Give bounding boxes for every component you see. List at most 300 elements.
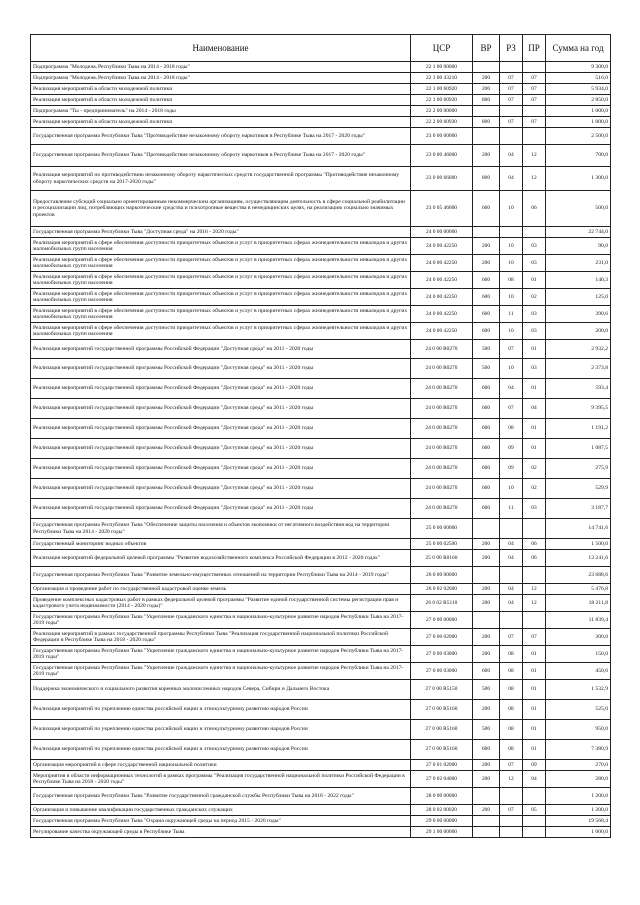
- row-sum: 231,0: [546, 255, 611, 272]
- row-csr: 24 0 00 R0270: [411, 439, 473, 459]
- row-sum: 14 741,6: [546, 519, 611, 539]
- row-sum: 22 744,0: [546, 227, 611, 238]
- row-vr: [473, 519, 500, 539]
- row-vr: [473, 227, 500, 238]
- row-csr: 27 0 01 02000: [411, 760, 473, 771]
- row-rz: 10: [500, 359, 523, 379]
- row-vr: 600: [473, 439, 500, 459]
- row-pr: [523, 519, 546, 539]
- row-sum: 200,0: [546, 323, 611, 340]
- row-vr: 200: [473, 629, 500, 646]
- table-row: [31, 459, 611, 479]
- row-name: Государственная программа Республики Тыва "Охрана окружающей среды на период 2015 - 2020 годы": [31, 816, 411, 827]
- row-vr: 500: [473, 359, 500, 379]
- row-rz: 08: [500, 419, 523, 439]
- row-name: Реализация мероприятий в области молодежной политики: [31, 84, 411, 95]
- row-sum: 9 300,0: [546, 62, 611, 73]
- row-csr: 24 0 00 42250: [411, 306, 473, 323]
- table-row: [31, 539, 611, 550]
- row-sum: 19 568,4: [546, 816, 611, 827]
- row-pr: 02: [523, 459, 546, 479]
- table-row: [31, 805, 611, 816]
- row-csr: 24 0 00 R0270: [411, 399, 473, 419]
- row-pr: 02: [523, 479, 546, 499]
- row-sum: 5 476,8: [546, 584, 611, 595]
- row-name: Реализация мероприятий в сфере обеспечения доступности приоритетных объектов и услуг в приоритетных сферах жизнедеятельности инвалидов и других маломобильных групп населения: [31, 306, 411, 323]
- row-sum: 1 191,2: [546, 419, 611, 439]
- row-pr: 05: [523, 805, 546, 816]
- row-pr: 12: [523, 584, 546, 595]
- row-rz: 10: [500, 289, 523, 306]
- row-rz: 04: [500, 595, 523, 612]
- row-sum: 11 839,4: [546, 612, 611, 629]
- row-pr: 01: [523, 740, 546, 760]
- row-name: Реализация мероприятий государственной программы Российской Федерации "Доступная среда" на 2011 - 2020 годы: [31, 419, 411, 439]
- row-csr: 22 2 00 60930: [411, 117, 473, 128]
- table-header: [31, 35, 611, 62]
- row-name: Государственная программа Республики Тыва "Доступная среда" на 2016 - 2020 годы": [31, 227, 411, 238]
- row-vr: 800: [473, 95, 500, 106]
- row-name: Реализация мероприятий федеральной целевой программы "Развитие водохозяйственного комплекса Российской Федерации в 2012 - 2020 годах": [31, 550, 411, 567]
- row-pr: 01: [523, 700, 546, 720]
- table-row: [31, 700, 611, 720]
- row-pr: 07: [523, 73, 546, 84]
- row-csr: 26 0 02 R5110: [411, 595, 473, 612]
- row-csr: 24 0 00 R0270: [411, 459, 473, 479]
- row-vr: 200: [473, 84, 500, 95]
- table-row: [31, 84, 611, 95]
- row-pr: [523, 612, 546, 629]
- row-pr: 07: [523, 117, 546, 128]
- row-name: Подпрограмма "Молодежь Республики Тыва на 2014 - 2018 годы": [31, 62, 411, 73]
- table-row: [31, 106, 611, 117]
- row-name: Реализация мероприятий по укреплению единства российской нации и этнокультурному развитию народов России: [31, 720, 411, 740]
- row-csr: 24 0 00 R0270: [411, 340, 473, 359]
- row-pr: [523, 567, 546, 584]
- table-row: [31, 255, 611, 272]
- row-sum: 18 211,8: [546, 595, 611, 612]
- row-rz: [500, 612, 523, 629]
- row-rz: 04: [500, 379, 523, 399]
- table-row: [31, 419, 611, 439]
- row-vr: [473, 567, 500, 584]
- row-csr: 29 1 00 00000: [411, 827, 473, 838]
- row-name: Реализация мероприятий в сфере обеспечения доступности приоритетных объектов и услуг в приоритетных сферах жизнедеятельности инвалидов и других маломобильных групп населения: [31, 255, 411, 272]
- row-pr: 01: [523, 419, 546, 439]
- row-name: Реализация мероприятий в сфере обеспечения доступности приоритетных объектов и услуг в приоритетных сферах жизнедеятельности инвалидов и других маломобильных групп населения: [31, 323, 411, 340]
- row-pr: 03: [523, 306, 546, 323]
- table-row: [31, 740, 611, 760]
- row-name: Реализация мероприятий государственной программы Российской Федерации "Доступная среда" на 2011 - 2020 годы: [31, 439, 411, 459]
- row-csr: 22 1 00 60920: [411, 95, 473, 106]
- row-csr: 24 0 00 R0270: [411, 379, 473, 399]
- row-vr: 500: [473, 720, 500, 740]
- row-sum: 390,6: [546, 306, 611, 323]
- row-sum: 23 688,6: [546, 567, 611, 584]
- row-vr: 600: [473, 272, 500, 289]
- row-rz: 07: [500, 760, 523, 771]
- row-pr: 01: [523, 663, 546, 680]
- row-name: Государственный мониторинг водных объектов: [31, 539, 411, 550]
- row-rz: 08: [500, 272, 523, 289]
- budget-table: [30, 34, 611, 838]
- row-csr: 26 0 00 00000: [411, 567, 473, 584]
- row-name: Государственная программа Республики Тыва "Обеспечение защиты населения и объектов экономики от негативного воздействия вод на территории Республики Тыва на 2014 - 2020 годы": [31, 519, 411, 539]
- row-rz: 08: [500, 700, 523, 720]
- row-sum: 3 187,7: [546, 499, 611, 519]
- row-vr: 200: [473, 238, 500, 255]
- row-sum: 275,9: [546, 459, 611, 479]
- header-rz: РЗ: [500, 35, 523, 62]
- row-csr: 26 0 02 02600: [411, 584, 473, 595]
- row-pr: 01: [523, 379, 546, 399]
- row-name: Проведение комплексных кадастровых работ в рамках федеральной целевой программы "Развитие единой государственной системы регистрации прав и кадастрового учета недвижимости (2014 - 2020 годы)": [31, 595, 411, 612]
- table-row: [31, 816, 611, 827]
- row-rz: 11: [500, 306, 523, 323]
- table-row: [31, 595, 611, 612]
- row-pr: 12: [523, 595, 546, 612]
- table-row: [31, 289, 611, 306]
- row-rz: 08: [500, 680, 523, 700]
- row-pr: 12: [523, 145, 546, 167]
- row-sum: 516,0: [546, 73, 611, 84]
- row-sum: 2 850,0: [546, 95, 611, 106]
- row-name: Организация и проведение работ по государственной кадастровой оценке земель: [31, 584, 411, 595]
- row-sum: 7 380,9: [546, 740, 611, 760]
- row-pr: [523, 106, 546, 117]
- table-row: [31, 788, 611, 805]
- row-name: Реализация мероприятий государственной программы Российской Федерации "Доступная среда" на 2011 - 2020 годы: [31, 359, 411, 379]
- row-name: Государственная программа Республики Тыва "Укрепление гражданского единства и национально-культурное развитие народов Республики Тыва на 2017-2019 годы": [31, 663, 411, 680]
- row-sum: 1 200,0: [546, 788, 611, 805]
- row-csr: 24 0 00 42250: [411, 323, 473, 340]
- table-row: [31, 128, 611, 145]
- row-pr: 09: [523, 760, 546, 771]
- row-csr: 22 1 00 00000: [411, 62, 473, 73]
- row-rz: 07: [500, 629, 523, 646]
- row-vr: 200: [473, 595, 500, 612]
- row-csr: 24 0 00 42250: [411, 255, 473, 272]
- table-row: [31, 646, 611, 663]
- row-name: Государственная программа Республики Тыва "Укрепление гражданского единства и национально-культурное развитие народов Республики Тыва на 2017-2019 годы": [31, 646, 411, 663]
- row-name: Реализация мероприятий в области молодежной политики: [31, 95, 411, 106]
- table-body: [31, 62, 611, 838]
- row-name: Государственная программа Республики Тыва "Противодействие незаконному обороту наркотиков в Республике Тыва на 2017 - 2020 годы": [31, 128, 411, 145]
- table-row: [31, 584, 611, 595]
- row-pr: 03: [523, 499, 546, 519]
- row-csr: 27 0 02 04000: [411, 771, 473, 788]
- row-pr: 06: [523, 539, 546, 550]
- row-vr: [473, 612, 500, 629]
- row-rz: 09: [500, 439, 523, 459]
- row-pr: 01: [523, 272, 546, 289]
- row-name: Реализация мероприятий государственной программы Российской Федерации "Доступная среда" на 2011 - 2020 годы: [31, 379, 411, 399]
- row-sum: 140,3: [546, 272, 611, 289]
- row-csr: 28 0 02 00020: [411, 805, 473, 816]
- row-sum: 270,0: [546, 760, 611, 771]
- table-row: [31, 663, 611, 680]
- table-row: [31, 227, 611, 238]
- row-sum: 950,0: [546, 720, 611, 740]
- row-csr: 27 0 00 02000: [411, 629, 473, 646]
- row-vr: 800: [473, 167, 500, 191]
- row-vr: 800: [473, 117, 500, 128]
- table-row: [31, 73, 611, 84]
- row-name: Реализация мероприятий в области молодежной политики: [31, 117, 411, 128]
- row-sum: 593,4: [546, 379, 611, 399]
- row-name: Реализация мероприятий государственной программы Российской Федерации "Доступная среда" на 2011 - 2020 годы: [31, 479, 411, 499]
- row-csr: 24 0 00 R0270: [411, 359, 473, 379]
- row-pr: 01: [523, 340, 546, 359]
- row-pr: 04: [523, 399, 546, 419]
- table-row: [31, 550, 611, 567]
- row-vr: 500: [473, 340, 500, 359]
- table-row: [31, 680, 611, 700]
- row-rz: 04: [500, 550, 523, 567]
- row-rz: [500, 567, 523, 584]
- row-vr: 200: [473, 700, 500, 720]
- row-name: Реализация мероприятий государственной программы Российской Федерации "Доступная среда" на 2011 - 2020 годы: [31, 399, 411, 419]
- row-vr: 600: [473, 459, 500, 479]
- row-name: Предоставление субсидий социально ориентированным некоммерческим организациям, осуществляющим деятельность в сфере социальной реабилитации и ресоциализации лиц, потребляющих наркотические средства и психотропные вещества в немедицинских целях, на реализацию социально значимых проектов: [31, 191, 411, 227]
- row-vr: 600: [473, 191, 500, 227]
- table-row: [31, 612, 611, 629]
- row-sum: 2 932,2: [546, 340, 611, 359]
- row-name: Реализация мероприятий по укреплению единства российской нации и этнокультурному развитию народов России: [31, 740, 411, 760]
- row-rz: 07: [500, 73, 523, 84]
- row-rz: [500, 816, 523, 827]
- row-vr: 600: [473, 740, 500, 760]
- row-sum: 300,0: [546, 629, 611, 646]
- row-rz: [500, 62, 523, 73]
- row-vr: [473, 128, 500, 145]
- table-row: [31, 323, 611, 340]
- table-row: [31, 145, 611, 167]
- row-vr: 200: [473, 584, 500, 595]
- row-rz: [500, 827, 523, 838]
- row-vr: 600: [473, 479, 500, 499]
- table-row: [31, 167, 611, 191]
- row-csr: 24 0 00 42250: [411, 238, 473, 255]
- table-row: [31, 760, 611, 771]
- row-rz: 10: [500, 255, 523, 272]
- row-vr: [473, 788, 500, 805]
- row-vr: [473, 816, 500, 827]
- row-vr: 600: [473, 379, 500, 399]
- row-name: Организация мероприятий в сфере государственной национальной политики: [31, 760, 411, 771]
- row-csr: 25 0 00 02500: [411, 539, 473, 550]
- row-pr: 07: [523, 629, 546, 646]
- header-csr: ЦСР: [411, 35, 473, 62]
- table-row: [31, 771, 611, 788]
- row-csr: 25 0 00 R0160: [411, 550, 473, 567]
- table-row: [31, 519, 611, 539]
- row-rz: 12: [500, 771, 523, 788]
- row-rz: [500, 128, 523, 145]
- row-name: Поддержка экономического и социального развития коренных малочисленных народов Севера, Сибири и Дальнего Востока: [31, 680, 411, 700]
- header-sum: Сумма на год: [546, 35, 611, 62]
- row-pr: [523, 816, 546, 827]
- row-name: Реализация мероприятий в сфере обеспечения доступности приоритетных объектов и услуг в приоритетных сферах жизнедеятельности инвалидов и других маломобильных групп населения: [31, 289, 411, 306]
- row-sum: 450,6: [546, 663, 611, 680]
- row-name: Государственная программа Республики Тыва "Развитие земельно-имущественных отношений на территории Республики Тыва на 2014 - 2019 годы": [31, 567, 411, 584]
- table-row: [31, 379, 611, 399]
- row-pr: 03: [523, 255, 546, 272]
- row-name: Мероприятия в области информационных технологий в рамках программы "Реализация государственной национальной политики Российской Федерации в Республике Тыва на 2018 - 2020 годы": [31, 771, 411, 788]
- row-csr: 24 0 00 R0270: [411, 419, 473, 439]
- row-vr: 600: [473, 499, 500, 519]
- row-name: Реализация мероприятий в сфере обеспечения доступности приоритетных объектов и услуг в приоритетных сферах жизнедеятельности инвалидов и других маломобильных групп населения: [31, 238, 411, 255]
- table-row: [31, 306, 611, 323]
- row-rz: 04: [500, 539, 523, 550]
- table-row: [31, 117, 611, 128]
- header-name: Наименование: [31, 35, 411, 62]
- table-row: [31, 359, 611, 379]
- row-name: Подпрограмма "Ты - предприниматель" на 2014 - 2018 годы: [31, 106, 411, 117]
- row-csr: 22 1 00 43210: [411, 73, 473, 84]
- row-csr: 24 0 00 42250: [411, 272, 473, 289]
- row-csr: 27 0 00 R5160: [411, 720, 473, 740]
- row-csr: 23 0 05 46000: [411, 191, 473, 227]
- row-vr: [473, 106, 500, 117]
- row-csr: 23 0 00 66000: [411, 167, 473, 191]
- row-sum: 1 500,0: [546, 539, 611, 550]
- row-name: Реализация мероприятий государственной программы Российской Федерации "Доступная среда" на 2011 - 2020 годы: [31, 459, 411, 479]
- row-sum: 1 300,0: [546, 167, 611, 191]
- row-name: Государственная программа Республики Тыва "Укрепление гражданского единства и национально-культурное развитие народов Республики Тыва на 2017-2019 годы": [31, 612, 411, 629]
- row-vr: 500: [473, 680, 500, 700]
- budget-table-sheet: [30, 34, 610, 838]
- row-pr: 01: [523, 439, 546, 459]
- row-name: Реализация мероприятий государственной программы Российской Федерации "Доступная среда" на 2011 - 2020 годы: [31, 499, 411, 519]
- header-pr: ПР: [523, 35, 546, 62]
- row-vr: 200: [473, 646, 500, 663]
- row-vr: 600: [473, 323, 500, 340]
- row-rz: [500, 519, 523, 539]
- row-rz: 10: [500, 191, 523, 227]
- row-name: Государственная программа Республики Тыва "Противодействие незаконному обороту наркотиков в Республике Тыва на 2017 - 2020 годы": [31, 145, 411, 167]
- row-vr: [473, 62, 500, 73]
- row-name: Реализация мероприятий в сфере обеспечения доступности приоритетных объектов и услуг в приоритетных сферах жизнедеятельности инвалидов и других маломобильных групп населения: [31, 272, 411, 289]
- row-vr: 200: [473, 550, 500, 567]
- row-pr: 07: [523, 84, 546, 95]
- row-pr: 07: [523, 95, 546, 106]
- row-vr: 200: [473, 760, 500, 771]
- row-sum: 700,0: [546, 145, 611, 167]
- row-sum: 90,0: [546, 238, 611, 255]
- table-row: [31, 62, 611, 73]
- row-rz: 07: [500, 84, 523, 95]
- row-csr: 27 0 00 00000: [411, 612, 473, 629]
- row-sum: 500,0: [546, 191, 611, 227]
- row-name: Реализация мероприятий по укреплению единства российской нации и этнокультурному развитию народов России: [31, 700, 411, 720]
- row-pr: 03: [523, 359, 546, 379]
- table-row: [31, 340, 611, 359]
- row-rz: 04: [500, 145, 523, 167]
- row-name: Реализация мероприятий государственной программы Российской Федерации "Доступная среда" на 2011 - 2020 годы: [31, 340, 411, 359]
- table-row: [31, 272, 611, 289]
- row-pr: 03: [523, 238, 546, 255]
- row-pr: [523, 227, 546, 238]
- row-rz: 10: [500, 479, 523, 499]
- row-csr: 27 0 00 R5160: [411, 740, 473, 760]
- table-row: [31, 479, 611, 499]
- row-pr: [523, 128, 546, 145]
- row-rz: 09: [500, 459, 523, 479]
- row-vr: 600: [473, 399, 500, 419]
- row-vr: 200: [473, 145, 500, 167]
- row-rz: 07: [500, 805, 523, 816]
- row-csr: 27 0 00 R5150: [411, 680, 473, 700]
- row-rz: [500, 227, 523, 238]
- row-rz: 08: [500, 740, 523, 760]
- row-vr: 200: [473, 771, 500, 788]
- row-csr: 25 0 00 00000: [411, 519, 473, 539]
- row-sum: 1 087,5: [546, 439, 611, 459]
- table-row: [31, 399, 611, 419]
- row-vr: [473, 827, 500, 838]
- row-sum: 13 241,6: [546, 550, 611, 567]
- row-sum: 1 000,0: [546, 827, 611, 838]
- row-rz: 08: [500, 646, 523, 663]
- row-sum: 529,9: [546, 479, 611, 499]
- row-name: Подпрограмма "Молодежь Республики Тыва на 2014 - 2018 годы": [31, 73, 411, 84]
- row-csr: 27 0 00 R5160: [411, 700, 473, 720]
- row-rz: [500, 788, 523, 805]
- row-pr: 01: [523, 646, 546, 663]
- row-sum: 1 532,9: [546, 680, 611, 700]
- row-pr: 02: [523, 289, 546, 306]
- row-csr: 23 0 00 46000: [411, 145, 473, 167]
- row-vr: 200: [473, 73, 500, 84]
- table-row: [31, 191, 611, 227]
- row-rz: 08: [500, 720, 523, 740]
- row-sum: 1 200,0: [546, 805, 611, 816]
- row-vr: 200: [473, 805, 500, 816]
- row-rz: 07: [500, 95, 523, 106]
- row-csr: 24 0 00 R0270: [411, 499, 473, 519]
- row-vr: 200: [473, 539, 500, 550]
- table-row: [31, 567, 611, 584]
- row-csr: 24 0 00 R0270: [411, 479, 473, 499]
- row-pr: 01: [523, 680, 546, 700]
- row-sum: 125,0: [546, 289, 611, 306]
- row-rz: 07: [500, 399, 523, 419]
- row-csr: 27 0 00 03000: [411, 646, 473, 663]
- row-vr: 600: [473, 289, 500, 306]
- table-row: [31, 629, 611, 646]
- row-vr: 600: [473, 306, 500, 323]
- row-csr: 23 0 00 00000: [411, 128, 473, 145]
- row-sum: 1 000,0: [546, 117, 611, 128]
- row-pr: 01: [523, 720, 546, 740]
- row-csr: 22 2 00 00000: [411, 106, 473, 117]
- row-rz: 08: [500, 663, 523, 680]
- row-pr: [523, 788, 546, 805]
- row-csr: 24 0 00 00000: [411, 227, 473, 238]
- row-sum: 280,0: [546, 771, 611, 788]
- row-name: Реализация мероприятий по противодействию незаконному обороту наркотических средств государственной программы "Противодействие незаконному обороту наркотических средств на 2017-2020 годы": [31, 167, 411, 191]
- row-pr: 06: [523, 550, 546, 567]
- row-rz: 11: [500, 499, 523, 519]
- row-pr: 06: [523, 191, 546, 227]
- row-sum: 525,0: [546, 700, 611, 720]
- row-name: Регулирование качества окружающей среды в Республике Тыва: [31, 827, 411, 838]
- row-csr: 22 1 00 60920: [411, 84, 473, 95]
- table-row: [31, 827, 611, 838]
- row-vr: 600: [473, 419, 500, 439]
- row-sum: 1 000,0: [546, 106, 611, 117]
